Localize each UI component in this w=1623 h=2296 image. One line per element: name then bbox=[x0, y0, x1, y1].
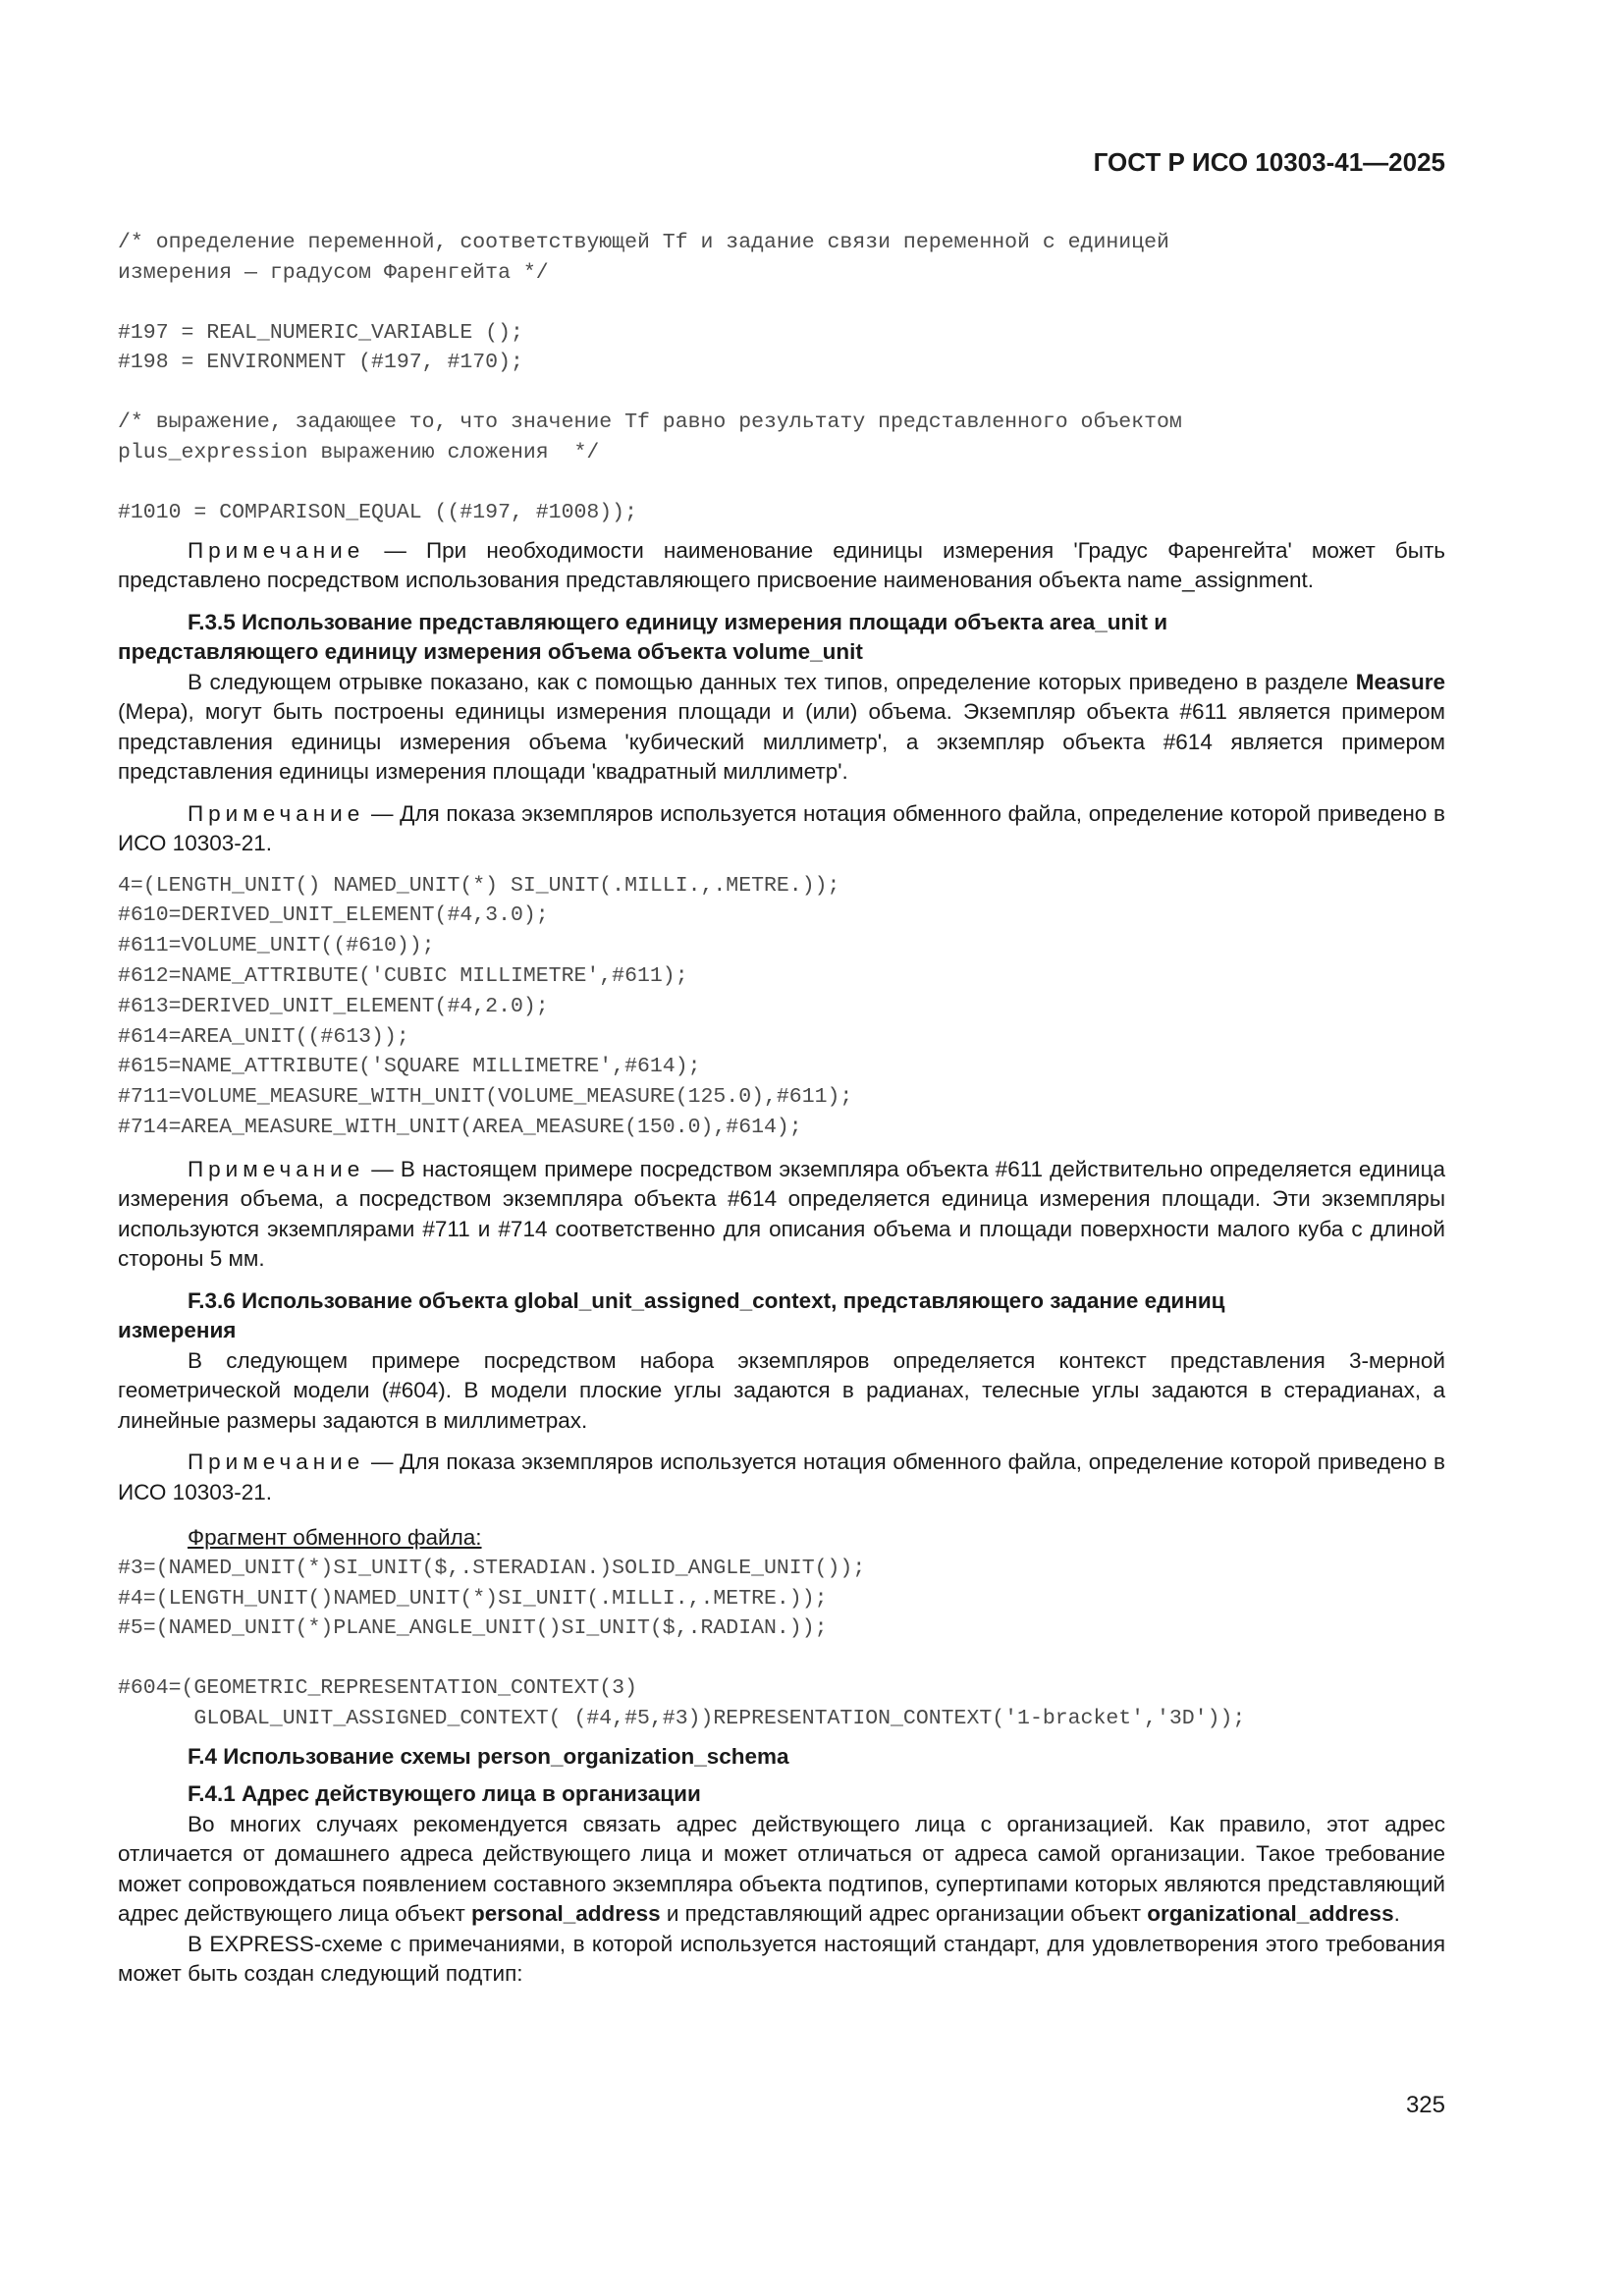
note-paragraph bbox=[118, 1448, 1445, 1507]
note-text: — Для показа экземпляров используется нотация обменного файла, определение которой приведено в ИСО 10303-21. bbox=[118, 1449, 1445, 1504]
heading-line: измерения bbox=[118, 1318, 237, 1343]
code-block-variable: #197 = REAL_NUMERIC_VARIABLE (); #198 = ENVIRONMENT (#197, #170); bbox=[118, 320, 523, 375]
note-paragraph bbox=[118, 536, 1445, 596]
note-label: Примечание bbox=[188, 537, 365, 563]
paragraph-text: . bbox=[1393, 1901, 1400, 1927]
page-content bbox=[118, 228, 1445, 1990]
fragment-label-paragraph bbox=[118, 1523, 1445, 1554]
note-label: Примечание bbox=[188, 800, 365, 826]
section-heading-f35 bbox=[118, 608, 1445, 668]
note-text: — Для показа экземпляров используется нотация обменного файла, определение которой приведено в ИСО 10303-21. bbox=[118, 800, 1445, 856]
code-block-context: #604=(GEOMETRIC_REPRESENTATION_CONTEXT(3) GLOBAL_UNIT_ASSIGNED_CONTEXT( (#4,#5,#3))REPRESENTATION_CONTEXT('1-bracket','3D')); bbox=[118, 1676, 1246, 1730]
note-paragraph bbox=[118, 1155, 1445, 1275]
paragraph-text: Во многих случаях рекомендуется связать адрес действующего лица с организацией. Как правило, этот адрес отличается от домашнего адреса действующего лица и может отличаться от адреса самой организации. Такое требование может сопровождаться появлением составного экземпляра объекта подтипов, супертипами которых являются представляющий адрес действующего лица объект bbox=[118, 1811, 1445, 1927]
section-heading-f4: F.4 Использование схемы person_organization_schema bbox=[188, 1743, 789, 1769]
body-paragraph bbox=[118, 668, 1445, 788]
note-paragraph bbox=[118, 799, 1445, 859]
heading-line: представляющего единицу измерения объема объекта volume_unit bbox=[118, 639, 863, 665]
note-text: — В настоящем примере посредством экземпляра объекта #611 действительно определяется единица измерения объема, а посредством экземпляра объекта #614 определяется единица измерения площади. Эти экземпляры используются экземплярами #711 и #714 соответственно для описания объема и площади поверхности малого куба с длиной стороны 5 мм. bbox=[118, 1156, 1445, 1272]
body-paragraph: В следующем примере посредством набора экземпляров определяется контекст представления 3-мерной геометрической модели (#604). В модели плоские углы задаются в радианах, телесные углы задаются в стерадианах, а линейные размеры задаются в миллиметрах. bbox=[118, 1347, 1445, 1433]
paragraph-text: В следующем отрывке показано, как с помощью данных тех типов, определение которых приведено в разделе bbox=[188, 669, 1356, 694]
body-paragraph bbox=[118, 1810, 1445, 1930]
note-text: — При необходимости наименование единицы измерения 'Градус Фаренгейта' может быть представлено посредством использования представляющего присвоение наименования объекта name_assignment. bbox=[118, 537, 1445, 593]
note-label: Примечание bbox=[188, 1449, 365, 1475]
note-label: Примечание bbox=[188, 1156, 365, 1181]
page-number: 325 bbox=[1405, 2092, 1445, 2118]
page-header-title: ГОСТ Р ИСО 10303-41—2025 bbox=[1093, 147, 1445, 177]
paragraph-text: и представляющий адрес организации объект bbox=[660, 1901, 1148, 1927]
heading-line: F.3.6 Использование объекта global_unit_assigned_context, представляющего задание единиц bbox=[188, 1287, 1225, 1313]
heading-line: F.3.5 Использование представляющего единицу измерения площади объекта area_unit и bbox=[188, 609, 1168, 634]
section-heading-f36 bbox=[118, 1286, 1445, 1346]
code-block-units: 4=(LENGTH_UNIT() NAMED_UNIT(*) SI_UNIT(.MILLI.,.METRE.)); #610=DERIVED_UNIT_ELEMENT(#4,3.0); #611=VOLUME_UNIT((#610)); #612=NAME_ATTRIBUTE('CUBIC MILLIMETRE',#611); #613=DERIVED_UNIT_ELEMENT(#4,2.0); #614=AREA_UNIT((#613)); #615=NAME_ATTRIBUTE('SQUARE MILLIMETRE',#614); #711=VOLUME_MEASURE_WITH_UNIT(VOLUME_MEASURE(125.0),#611); #714=AREA_MEASURE_WITH_UNIT(AREA_MEASURE(150.0),#614); bbox=[118, 873, 853, 1139]
code-comment-variable: /* определение переменной, соответствующей Tf и задание связи переменной с единицей измерения — градусом Фаренгейта */ bbox=[118, 231, 1169, 285]
code-comment-expression: /* выражение, задающее то, что значение Tf равно результату представленного объектом plus_expression выражению сложения */ bbox=[118, 410, 1182, 465]
paragraph-text: (Мера), могут быть построены единицы измерения площади и (или) объема. Экземпляр объекта #611 является примером представления единицы измерения объема 'кубический миллиметр', а экземпляр объекта #614 является примером представления единицы измерения площади 'квадратный миллиметр'. bbox=[118, 699, 1445, 785]
section-heading-f41: F.4.1 Адрес действующего лица в организации bbox=[188, 1781, 701, 1807]
bold-term: personal_address bbox=[471, 1901, 661, 1927]
code-block-comparison: #1010 = COMPARISON_EQUAL ((#197, #1008)); bbox=[118, 500, 637, 524]
bold-term: organizational_address bbox=[1147, 1901, 1394, 1927]
body-paragraph: В EXPRESS-схеме с примечаниями, в которой используется настоящий стандарт, для удовлетворения этого требования может быть создан следующий подтип: bbox=[118, 1931, 1445, 1987]
fragment-label: Фрагмент обменного файла: bbox=[188, 1525, 482, 1551]
code-block-unit-instances: #3=(NAMED_UNIT(*)SI_UNIT($,.STERADIAN.)SOLID_ANGLE_UNIT()); #4=(LENGTH_UNIT()NAMED_UNIT(*)SI_UNIT(.MILLI.,.METRE.)); #5=(NAMED_UNIT(*)PLANE_ANGLE_UNIT()SI_UNIT($,.RADIAN.)); bbox=[118, 1556, 866, 1641]
bold-term: Measure bbox=[1355, 669, 1445, 694]
